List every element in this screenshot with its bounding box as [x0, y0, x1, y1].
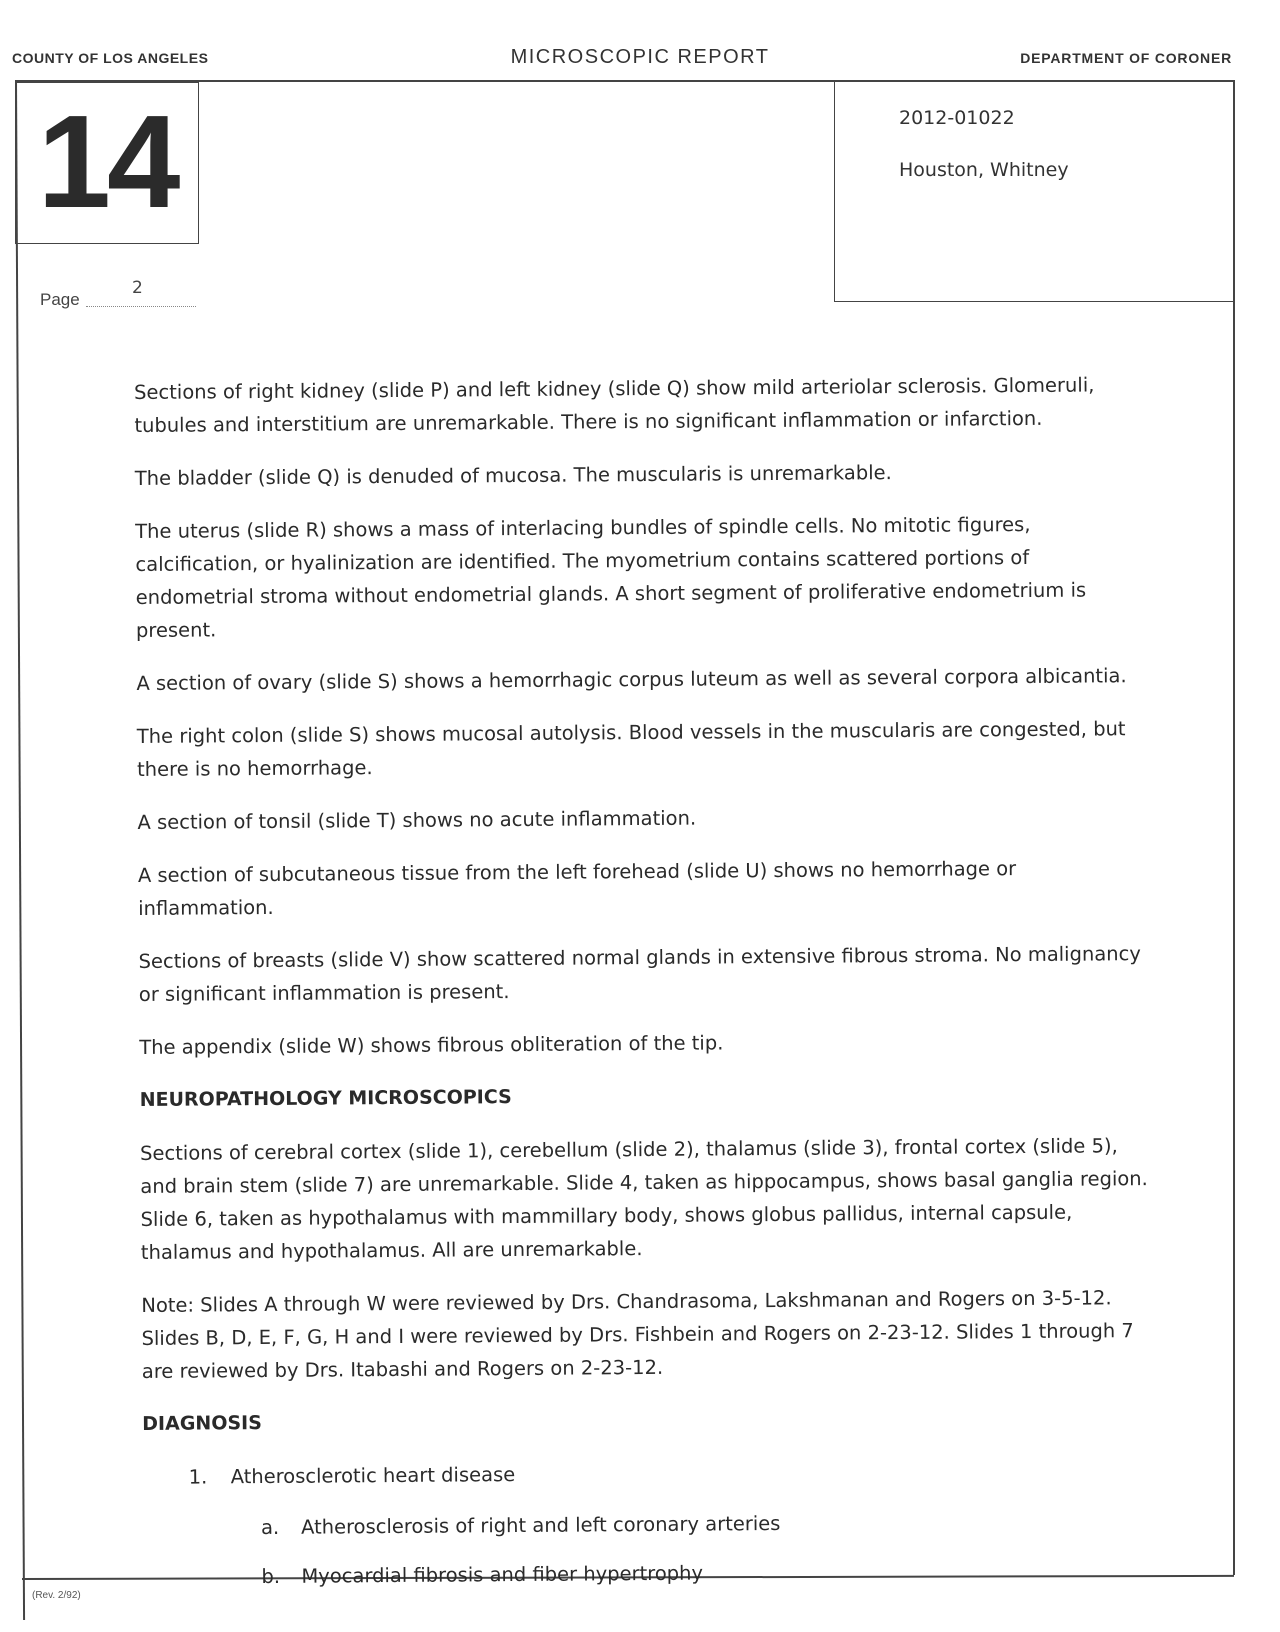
finding-tonsil: A section of tonsil (slide T) shows no acute inflammation. — [137, 806, 697, 834]
neuropathology-text: Sections of cerebral cortex (slide 1), cerebellum (slide 2), thalamus (slide 3), frontal cortex (slide 5), and brain stem (slide 7) are unremarkable. Slide 4, taken as hippocampus, shows basal ganglia region. Slide 6, taken as hypothalamus with mammillary body, shows globus pallidus, internal capsule, thalamus and hypothalamus. All are unremarkable. — [140, 1134, 1148, 1264]
diagnosis-subitem-text: Myocardial fibrosis and fiber hypertrophy — [301, 1561, 704, 1588]
finding-appendix: The appendix (slide W) shows fibrous obliteration of the tip. — [139, 1031, 724, 1059]
county-label: COUNTY OF LOS ANGELES — [12, 50, 209, 66]
page-label: Page — [40, 290, 80, 309]
left-border — [15, 80, 25, 1620]
form-number-box — [15, 82, 199, 244]
report-body — [134, 368, 1154, 1610]
case-info-box — [834, 80, 1234, 302]
decedent-name: Houston, Whitney — [899, 159, 1069, 181]
diagnosis-subitem — [143, 1553, 1153, 1594]
finding-forehead: A section of subcutaneous tissue from the left forehead (slide U) shows no hemorrhage or inflammation. — [137, 857, 1017, 920]
page-value: 2 — [132, 278, 143, 298]
finding-colon: The right colon (slide S) shows mucosal autolysis. Blood vessels in the muscularis are congested, but there is no hemorrhage. — [136, 717, 1126, 781]
form-number: 14 — [37, 88, 177, 235]
review-note: Note: Slides A through W were reviewed by Drs. Chandrasoma, Lakshmanan and Rogers on 3-5-12. Slides B, D, E, F, G, H and I were reviewed by Drs. Fishbein and Rogers on 2-23-12. Slides 1 through 7 are reviewed by Drs. Itabashi and Rogers on 2-23-12. — [141, 1286, 1134, 1383]
finding-breasts: Sections of breasts (slide V) show scattered normal glands in extensive fibrous stroma. No malignancy or significant inflammation is present. — [138, 942, 1141, 1006]
finding-bladder: The bladder (slide Q) is denuded of mucosa. The muscularis is unremarkable. — [134, 461, 892, 490]
diagnosis-heading: DIAGNOSIS — [142, 1412, 262, 1435]
case-number: 2012-01022 — [899, 107, 1015, 129]
diagnosis-subitem-text: Atherosclerosis of right and left coronary arteries — [300, 1511, 781, 1539]
diagnosis-subitem-letter: b. — [261, 1564, 281, 1589]
diagnosis-subitem-letter: a. — [260, 1515, 280, 1540]
page-field-line — [86, 306, 196, 307]
finding-uterus: The uterus (slide R) shows a mass of interlacing bundles of spindle cells. No mitotic figures, calcification, or hyalinization are identified. The myometrium contains scattered portions of endometrial stroma without endometrial glands. A short segment of proliferative endometrium is present. — [135, 512, 1087, 642]
diagnosis-item — [143, 1453, 1153, 1494]
diagnosis-text: Atherosclerotic heart disease — [230, 1463, 516, 1489]
neuropathology-heading: NEUROPATHOLOGY MICROSCOPICS — [139, 1086, 512, 1111]
finding-ovary: A section of ovary (slide S) shows a hemorrhagic corpus luteum as well as several corpora albicantia. — [136, 664, 1127, 695]
department-label: DEPARTMENT OF CORONER — [1020, 50, 1232, 66]
finding-kidney: Sections of right kidney (slide P) and left kidney (slide Q) show mild arteriolar sclerosis. Glomeruli, tubules and interstitium are unremarkable. There is no significant inflammation or infarction. — [134, 373, 1095, 437]
revision-label: (Rev. 2/92) — [32, 1590, 81, 1601]
report-title: MICROSCOPIC REPORT — [510, 46, 770, 68]
right-border — [1233, 80, 1235, 1575]
diagnosis-number: 1. — [188, 1465, 208, 1489]
diagnosis-subitem — [143, 1504, 1153, 1545]
